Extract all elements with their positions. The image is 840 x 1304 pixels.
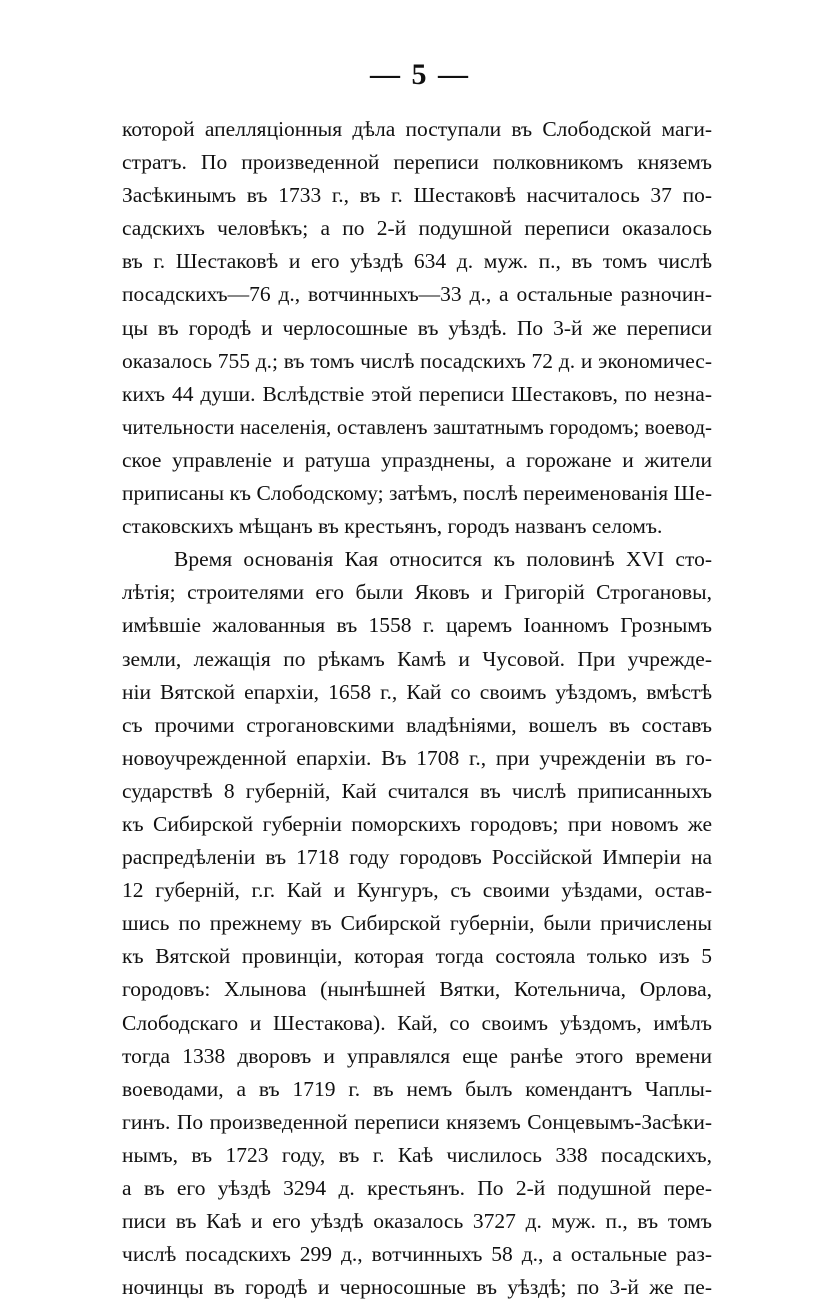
text-line: шись по прежнему въ Сибирской губерніи, были причислены bbox=[122, 911, 712, 936]
text-line: къ Вятской провинціи, которая тогда состояла только изъ 5 bbox=[122, 944, 712, 969]
text-line: кихъ 44 души. Вслѣдствіе этой переписи Шестаковъ, по незна- bbox=[122, 381, 712, 406]
text-line: имѣвшіе жалованныя въ 1558 г. царемъ Іоанномъ Грознымъ bbox=[122, 613, 712, 638]
text-line: лѣтія; строителями его были Яковъ и Григорій Строгановы, bbox=[122, 580, 712, 605]
text-line: 12 губерній, г.г. Кай и Кунгуръ, съ своими уѣздами, остав- bbox=[122, 878, 712, 903]
body-text bbox=[122, 113, 712, 1304]
text-line: тогда 1338 дворовъ и управлялся еще ранѣе этого времени bbox=[122, 1043, 712, 1068]
text-line: ское управленіе и ратуша упразднены, а горожане и жители bbox=[122, 447, 712, 472]
text-line: городовъ: Хлынова (нынѣшней Вятки, Котельнича, Орлова, bbox=[122, 977, 712, 1002]
text-line: ночинцы въ городѣ и черносошные въ уѣздѣ; по 3-й же пе- bbox=[122, 1275, 712, 1300]
text-line: цы въ городѣ и черлосошные въ уѣздѣ. По 3-й же переписи bbox=[122, 315, 712, 340]
text-line: стратъ. По произведенной переписи полковникомъ княземъ bbox=[122, 150, 712, 175]
text-line: гинъ. По произведенной переписи княземъ Сонцевымъ-Засѣки- bbox=[122, 1109, 712, 1134]
text-line: оказалось 755 д.; въ томъ числѣ посадскихъ 72 д. и экономичес- bbox=[122, 348, 712, 373]
text-line: а въ его уѣздѣ 3294 д. крестьянъ. По 2-й подушной пере- bbox=[122, 1176, 712, 1200]
text-line: Время основанія Кая относится къ половинѣ XVI сто- bbox=[174, 547, 712, 572]
text-line: ніи Вятской епархіи, 1658 г., Кай со своимъ уѣздомъ, вмѣстѣ bbox=[122, 679, 712, 704]
paragraph-1 bbox=[122, 113, 712, 543]
text-line: новоучрежденной епархіи. Въ 1708 г., при учрежденіи въ го- bbox=[122, 745, 712, 770]
text-line: которой апелляціонныя дѣла поступали въ Слободской маги- bbox=[122, 117, 712, 141]
text-line: стаковскихъ мѣщанъ въ крестьянъ, городъ названъ селомъ. bbox=[122, 514, 663, 539]
page-number: — 5 — bbox=[370, 58, 470, 91]
text-line: съ прочими строгановскими владѣніями, вошелъ въ составъ bbox=[122, 712, 712, 737]
text-line: числѣ посадскихъ 299 д., вотчинныхъ 58 д., а остальные раз- bbox=[122, 1242, 712, 1267]
text-line: нымъ, въ 1723 году, въ г. Каѣ числилось 338 посадскихъ, bbox=[122, 1142, 712, 1167]
text-line: Засѣкинымъ въ 1733 г., въ г. Шестаковѣ насчиталось 37 по- bbox=[122, 183, 712, 208]
text-line: воеводами, а въ 1719 г. въ немъ былъ комендантъ Чаплы- bbox=[122, 1076, 712, 1101]
text-line: въ г. Шестаковѣ и его уѣздѣ 634 д. муж. п., въ томъ числѣ bbox=[122, 249, 712, 274]
paragraph-2 bbox=[122, 543, 712, 1304]
text-line: садскихъ человѣкъ; а по 2-й подушной переписи оказалось bbox=[122, 216, 712, 241]
text-line: приписаны къ Слободскому; затѣмъ, послѣ переименованія Ше- bbox=[122, 481, 712, 506]
text-line: Слободскаго и Шестакова). Кай, со своимъ уѣздомъ, имѣлъ bbox=[122, 1010, 712, 1035]
text-line: писи въ Каѣ и его уѣздѣ оказалось 3727 д. муж. п., въ томъ bbox=[122, 1209, 712, 1234]
text-line: сударствѣ 8 губерній, Кай считался въ числѣ приписанныхъ bbox=[122, 778, 712, 803]
text-line: земли, лежащія по рѣкамъ Камѣ и Чусовой. При учрежде- bbox=[122, 646, 712, 671]
text-line: посадскихъ—76 д., вотчинныхъ—33 д., а остальные разночин- bbox=[122, 282, 712, 307]
text-line: чительности населенія, оставленъ заштатнымъ городомъ; воевод- bbox=[122, 414, 712, 439]
text-line: къ Сибирской губерніи поморскихъ городовъ; при новомъ же bbox=[122, 811, 712, 836]
text-line: распредѣленіи въ 1718 году городовъ Россійской Имперіи на bbox=[122, 845, 712, 870]
